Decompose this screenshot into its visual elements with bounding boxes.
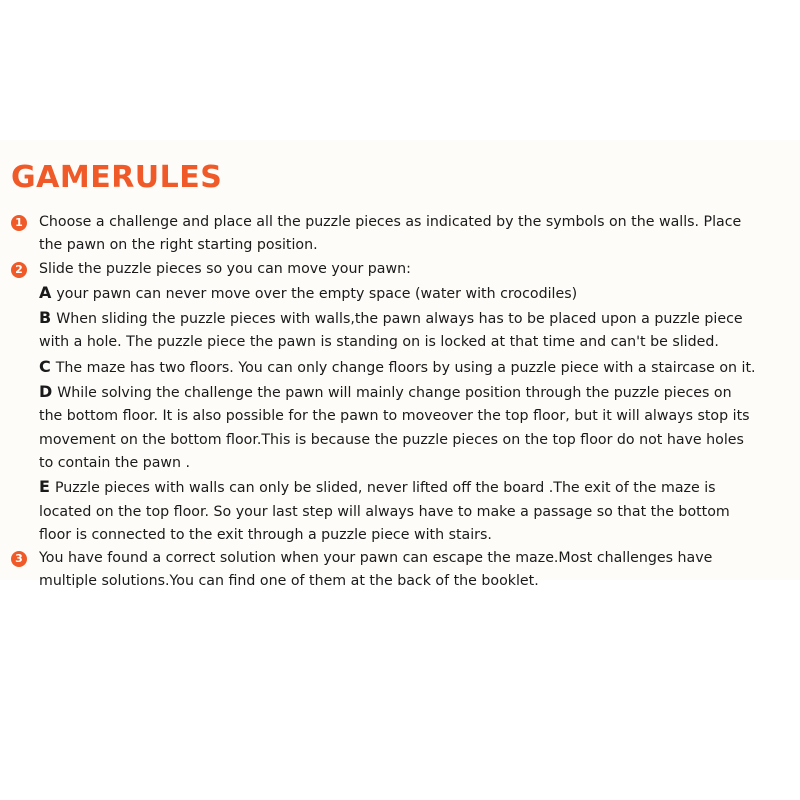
text-line: to contain the pawn . bbox=[39, 454, 191, 471]
sub-letter-c: C bbox=[39, 356, 51, 376]
text-line: the pawn on the right starting position. bbox=[39, 237, 318, 254]
rule-2 bbox=[10, 258, 792, 548]
text-line: Slide the puzzle pieces so you can move your pawn: bbox=[39, 260, 411, 277]
text-line: The maze has two floors. You can only change floors by using a puzzle piece with a staircase on it. bbox=[55, 359, 756, 376]
text-line: Puzzle pieces with walls can only be slided, never lifted off the board .The exit of the maze is bbox=[54, 480, 716, 497]
sub-rule-d bbox=[10, 380, 792, 405]
text-line: located on the top floor. So your last step will always have to make a passage so that the bottom bbox=[39, 503, 730, 520]
rule-3 bbox=[10, 547, 792, 594]
sub-rule-e bbox=[10, 475, 792, 500]
number-two-icon: 2 bbox=[11, 262, 27, 278]
sub-letter-e: E bbox=[39, 477, 50, 497]
rule-1 bbox=[10, 211, 792, 258]
text-line: the bottom floor. It is also possible for the pawn to moveover the top floor, but it will always stop its bbox=[39, 408, 750, 425]
text-line: floor is connected to the exit through a puzzle piece with stairs. bbox=[39, 526, 492, 543]
text-line: your pawn can never move over the empty space (water with crocodiles) bbox=[56, 285, 578, 302]
sub-rule-a bbox=[10, 281, 792, 306]
text-line: When sliding the puzzle pieces with walls,the pawn always has to be placed upon a puzzle piece bbox=[56, 311, 743, 328]
sub-letter-a: A bbox=[39, 282, 52, 302]
rules-list bbox=[10, 211, 792, 594]
text-line: multiple solutions.You can find one of them at the back of the booklet. bbox=[39, 573, 539, 590]
rule-2-text bbox=[10, 258, 792, 281]
number-one-icon: 1 bbox=[11, 215, 27, 231]
text-line: While solving the challenge the pawn will mainly change position through the puzzle pieces on bbox=[57, 385, 732, 402]
text-line: movement on the bottom floor.This is because the puzzle pieces on the top floor do not have holes bbox=[39, 431, 744, 448]
rule-1-text bbox=[10, 211, 792, 234]
page-title: GAMERULES bbox=[11, 160, 223, 195]
text-line: You have found a correct solution when your pawn can escape the maze.Most challenges have bbox=[39, 550, 713, 567]
number-three-icon: 3 bbox=[11, 551, 27, 567]
text-line: Choose a challenge and place all the puzzle pieces as indicated by the symbols on the walls. Place bbox=[39, 214, 742, 230]
text-line: with a hole. The puzzle piece the pawn is standing on is locked at that time and can't be slided. bbox=[39, 334, 719, 351]
rule-3-text bbox=[10, 547, 792, 570]
sub-rule-c bbox=[10, 355, 792, 380]
sub-letter-d: D bbox=[39, 382, 53, 402]
sub-letter-b: B bbox=[39, 308, 52, 328]
sub-rule-b bbox=[10, 306, 792, 331]
